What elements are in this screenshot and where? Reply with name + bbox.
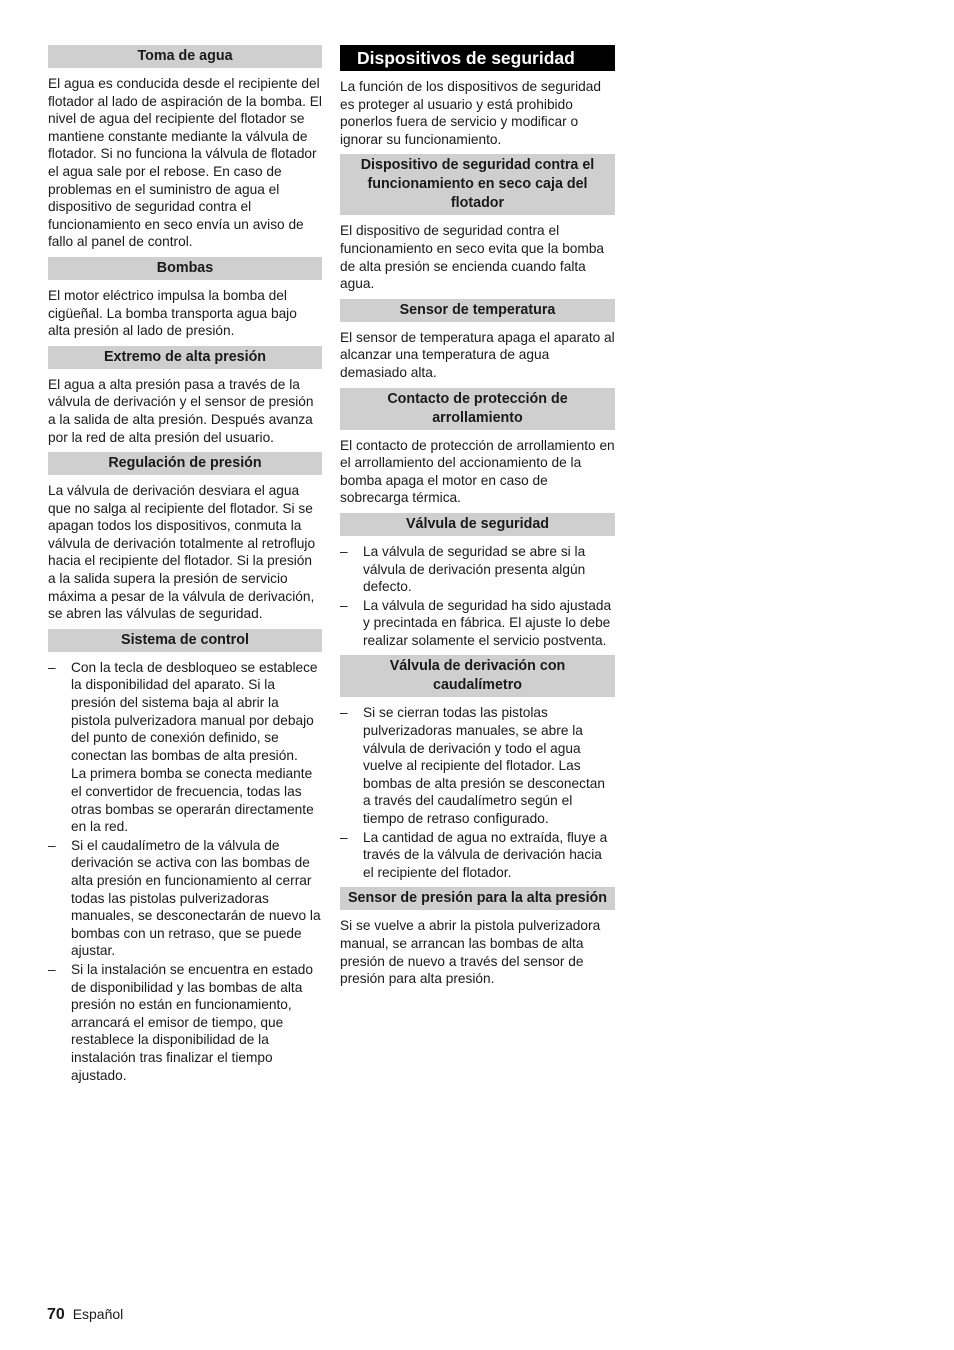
paragraph-sensor-presion: Si se vuelve a abrir la pistola pulverizadora manual, se arrancan las bombas de alta presión de nuevo a través del sensor de presión para alta presión.	[340, 918, 601, 987]
list-item	[340, 829, 615, 882]
list-item-text: La válvula de seguridad ha sido ajustada y precintada en fábrica. El ajuste lo debe realizar solamente el servicio postventa.	[363, 597, 612, 648]
dash-bullet: –	[48, 837, 56, 853]
section-heading-funcionamiento-seco: Dispositivo de seguridad contra el funcionamiento en seco caja del flotador	[340, 154, 615, 215]
dash-bullet: –	[48, 961, 56, 977]
section-heading-regulacion-presion: Regulación de presión	[48, 452, 322, 475]
list-item-text: La primera bomba se conecta mediante el convertidor de frecuencia, todas las otras bombas se operarán directamente en la red.	[71, 766, 314, 835]
paragraph-sensor-temperatura: El sensor de temperatura apaga el aparato al alcanzar una temperatura de agua demasiado alta.	[340, 329, 615, 380]
paragraph-intro: La función de los dispositivos de seguridad es proteger al usuario y está prohibido ponerlos fuera de servicio y modificar o ignorar su funcionamiento.	[340, 79, 601, 147]
section-heading-bombas: Bombas	[48, 257, 322, 280]
section-heading-sensor-presion: Sensor de presión para la alta presión	[340, 887, 615, 910]
list-item-text: Con la tecla de desbloqueo se establece la disponibilidad del aparato. Si la presión del sistema baja al abrir la pistola pulverizadora manual por debajo del punto de conexión definido, se conectan las bombas de alta presión.	[71, 659, 318, 763]
list-item-text: Si se cierran todas las pistolas pulverizadoras manuales, se abre la válvula de derivación y todo el agua vuelve al recipiente del flotador. Las bombas de alta presión se desconectan a través del caudalímetro según el tiempo de retraso configurado.	[363, 705, 605, 827]
paragraph-bombas: El motor eléctrico impulsa la bomba del cigüeñal. La bomba transporta agua bajo alta presión al lado de presión.	[48, 287, 297, 339]
section-heading-sensor-temperatura: Sensor de temperatura	[340, 299, 615, 322]
main-heading-dispositivos-seguridad: Dispositivos de seguridad	[340, 45, 615, 71]
section-heading-valvula-seguridad: Válvula de seguridad	[340, 513, 615, 536]
list-item	[48, 837, 322, 960]
dash-bullet: –	[340, 597, 348, 613]
list-item-text: La válvula de seguridad se abre si la válvula de derivación presenta algún defecto.	[363, 543, 586, 595]
paragraph-funcionamiento-seco: El dispositivo de seguridad contra el funcionamiento en seco evita que la bomba de alta presión se encienda cuando falta agua.	[340, 223, 605, 292]
dash-bullet: –	[340, 705, 348, 721]
list-valvula-seguridad	[340, 543, 615, 650]
left-column	[48, 45, 322, 1090]
dash-bullet: –	[340, 829, 348, 845]
paragraph-contacto-arrollamiento: El contacto de protección de arrollamiento en el arrollamiento del accionamiento de la bomba apaga el motor en caso de sobrecarga térmica.	[340, 437, 615, 506]
list-sistema-control	[48, 659, 322, 1084]
page-footer	[47, 1306, 123, 1324]
section-heading-extremo-alta-presion: Extremo de alta presión	[48, 346, 322, 369]
paragraph-toma-de-agua: El agua es conducida desde el recipiente del flotador al lado de aspiración de la bomba. El nivel de agua del recipiente del flotador se mantiene constante mediante la válvula de flotador. Si no funciona la válvula de flotador el agua sale por el rebose. En caso de problemas en el suministro de agua el dispositivo de seguridad contra el funcionamiento en seco envía un aviso de fallo al panel de control.	[48, 76, 322, 250]
section-heading-contacto-arrollamiento: Contacto de protección de arrollamiento	[340, 388, 615, 430]
list-item	[340, 543, 615, 596]
list-item-text: Si el caudalímetro de la válvula de derivación se activa con las bombas de alta presión en funcionamiento al cerrar todas las pistolas pulverizadoras manuales, se desconectarán de nuevo la bombas con un retraso, que se puede ajustar.	[71, 837, 321, 959]
right-column	[340, 45, 615, 994]
list-item	[48, 659, 322, 836]
section-heading-sistema-control: Sistema de control	[48, 629, 322, 652]
list-item	[340, 704, 615, 827]
list-valvula-derivacion	[340, 704, 615, 881]
footer-language: Español	[72, 1306, 124, 1322]
section-heading-toma-de-agua: Toma de agua	[48, 45, 322, 68]
dash-bullet: –	[48, 659, 56, 675]
list-item-text: La cantidad de agua no extraída, fluye a través de la válvula de derivación hacia el recipiente del flotador.	[363, 829, 608, 880]
page-number: 70	[47, 1306, 65, 1323]
section-heading-valvula-derivacion: Válvula de derivación con caudalímetro	[340, 655, 615, 697]
list-item	[48, 961, 322, 1084]
dash-bullet: –	[340, 543, 348, 559]
paragraph-extremo-alta-presion: El agua a alta presión pasa a través de la válvula de derivación y el sensor de presión a la salida de alta presión. Después avanza por la red de alta presión del usuario.	[48, 376, 314, 445]
list-item-text: Si la instalación se encuentra en estado de disponibilidad y las bombas de alta presión no están en funcionamiento, arrancará el emisor de tiempo, que restablece la disponibilidad de la instalación tras finalizar el tiempo ajustado.	[71, 961, 313, 1083]
list-item	[340, 597, 615, 650]
paragraph-regulacion-presion: La válvula de derivación desviara el agua que no salga al recipiente del flotador. Si se apagan todos los dispositivos, conmuta la válvula de derivación totalmente al retroflujo hacia el recipiente del flotador. Si la presión a la salida supera la presión de servicio máxima a pesar de la válvula de derivación, se abren las válvulas de seguridad.	[48, 483, 316, 622]
